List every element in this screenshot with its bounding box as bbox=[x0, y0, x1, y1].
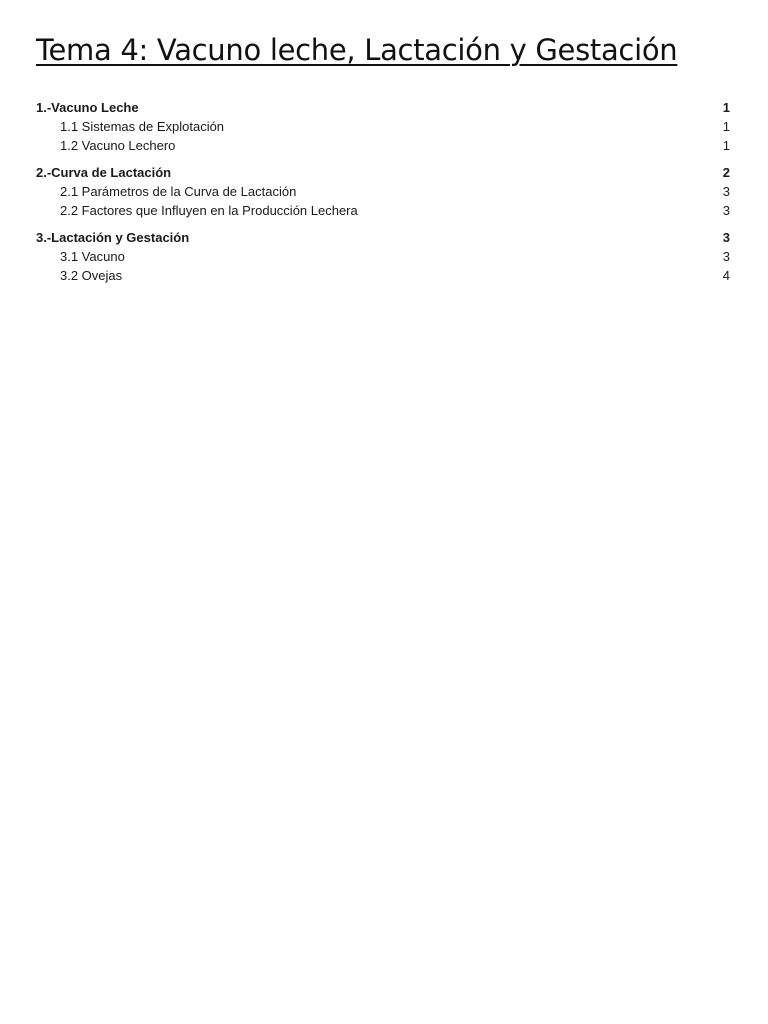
toc-entry-page-number: 3 bbox=[722, 230, 730, 245]
toc-section-1 bbox=[36, 98, 730, 155]
toc-entry-3-2[interactable] bbox=[36, 266, 730, 285]
toc-entry-label: 1.2 Vacuno Lechero bbox=[60, 138, 176, 153]
toc-entry-page-number: 3 bbox=[722, 184, 730, 199]
document-page bbox=[36, 28, 730, 293]
table-of-contents bbox=[36, 98, 730, 285]
toc-entry-page-number: 1 bbox=[722, 100, 730, 115]
toc-entry-1-2[interactable] bbox=[36, 136, 730, 155]
toc-entry-label: 3.-Lactación y Gestación bbox=[36, 230, 190, 245]
toc-entry-page-number: 1 bbox=[722, 119, 730, 134]
toc-entry-page-number: 2 bbox=[722, 165, 730, 180]
toc-entry-page-number: 3 bbox=[722, 203, 730, 218]
toc-entry-page-number: 1 bbox=[722, 138, 730, 153]
toc-entry-page-number: 4 bbox=[722, 268, 730, 283]
toc-entry-1[interactable] bbox=[36, 98, 730, 117]
toc-entry-label: 1.1 Sistemas de Explotación bbox=[60, 119, 225, 134]
toc-section-2 bbox=[36, 163, 730, 220]
toc-section-3 bbox=[36, 228, 730, 285]
toc-entry-page-number: 3 bbox=[722, 249, 730, 264]
toc-entry-label: 1.-Vacuno Leche bbox=[36, 100, 139, 115]
toc-entry-2[interactable] bbox=[36, 163, 730, 182]
toc-entry-3[interactable] bbox=[36, 228, 730, 247]
toc-entry-label: 2.-Curva de Lactación bbox=[36, 165, 172, 180]
toc-entry-2-1[interactable] bbox=[36, 182, 730, 201]
toc-entry-label: 3.1 Vacuno bbox=[60, 249, 125, 264]
document-title: Tema 4: Vacuno leche, Lactación y Gestación bbox=[36, 33, 678, 67]
toc-entry-label: 2.2 Factores que Influyen en la Producción Lechera bbox=[60, 203, 358, 218]
toc-entry-1-1[interactable] bbox=[36, 117, 730, 136]
toc-entry-label: 2.1 Parámetros de la Curva de Lactación bbox=[60, 184, 297, 199]
toc-entry-2-2[interactable] bbox=[36, 201, 730, 220]
toc-entry-3-1[interactable] bbox=[36, 247, 730, 266]
toc-entry-label: 3.2 Ovejas bbox=[60, 268, 123, 283]
